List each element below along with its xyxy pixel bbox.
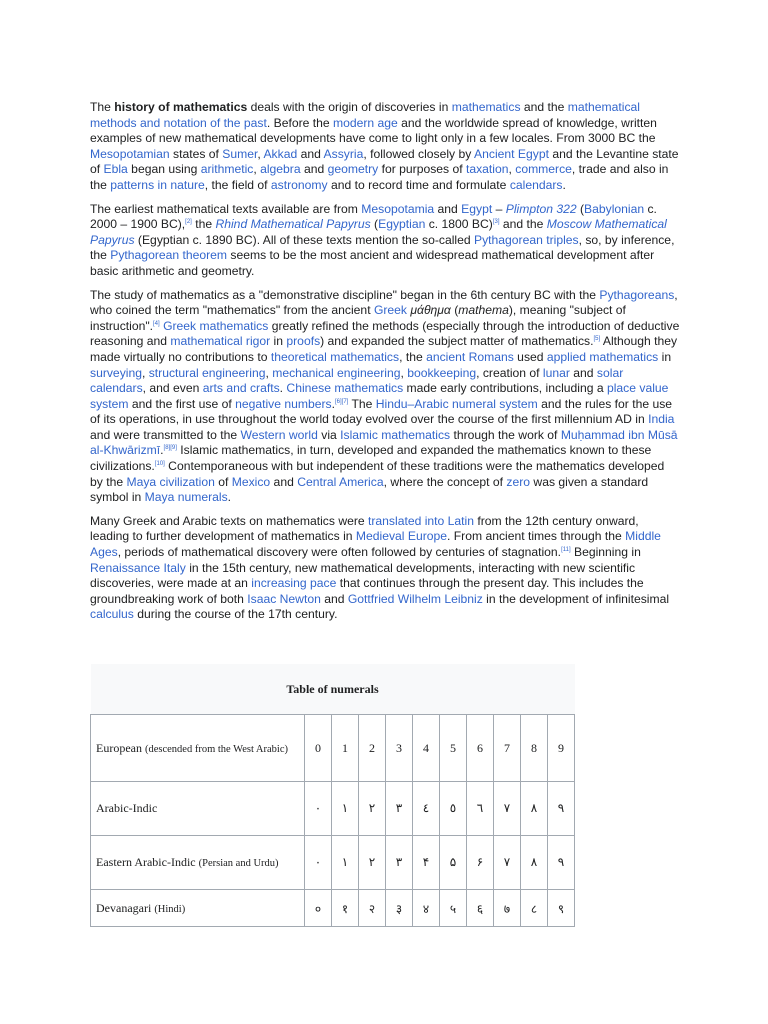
text-run: ( [370,217,379,232]
paragraph-demonstrative-discipline [90,288,680,506]
text-run: and [320,591,348,606]
numeral-cell: ७ [494,890,521,927]
table-row [91,836,575,890]
article-link[interactable]: patterns in nature [110,177,205,192]
text-run: the [191,217,216,232]
article-link[interactable]: algebra [260,162,301,177]
citation-ref[interactable]: [10] [154,461,165,468]
article-link[interactable]: Egyptian [378,217,426,232]
article-link[interactable]: mathematical methods and notation of the past [90,100,640,130]
numeral-cell: 1 [332,715,359,782]
article-link[interactable]: Plimpton 322 [505,201,577,216]
numeral-cell: 7 [494,715,521,782]
text-run: , where the concept of [383,474,507,489]
numeral-cell: ८ [521,890,548,927]
numeral-system-label [91,782,305,836]
text-run: , [141,365,149,380]
numeral-system-label [91,836,305,890]
numeral-cell: ۶ [467,836,494,890]
article-link[interactable]: Muḥammad ibn Mūsā al-Khwārizmī [90,427,678,458]
article-link[interactable]: India [648,412,675,427]
numeral-cell: ६ [467,890,494,927]
numeral-cell: 8 [521,715,548,782]
numeral-cell: ٠ [305,782,332,836]
citation-ref[interactable]: [6][7] [334,398,349,405]
article-link[interactable]: ancient Romans [426,349,514,364]
numeral-cell: ٢ [359,782,386,836]
numeral-cell: ۱ [332,836,359,890]
numeral-cell: 3 [386,715,413,782]
row-label: Devanagari [96,900,152,915]
article-link[interactable]: Egypt [461,201,493,216]
text-run: Although they made virtually no contributions to [90,334,678,364]
numeral-cell: ٨ [521,782,548,836]
numeral-cell: ۴ [413,836,440,890]
text-run: in the development of infinitesimal [482,591,670,606]
article-link[interactable]: translated into Latin [368,513,474,528]
numeral-cell: ٥ [440,782,467,836]
article-link[interactable]: Middle Ages [90,529,661,560]
numeral-cell: ۸ [521,836,548,890]
text-run: and the [520,100,568,114]
text-run: (Egyptian c. 1890 BC). All of these texts mention the so-called [134,232,474,247]
text-run: in [658,349,672,364]
text-run: – [492,201,506,216]
paragraph-latin-translations [90,514,680,623]
row-label: Eastern Arabic-Indic [96,855,196,869]
article-link[interactable]: Maya civilization [126,474,215,489]
article-link[interactable]: Medieval Europe [355,529,448,544]
article-link[interactable]: commerce [515,162,572,177]
text-run: . [160,443,164,458]
table-row [91,715,575,782]
text-run: , creation of [476,365,543,380]
article-link[interactable]: bookkeeping [407,365,477,380]
article-link[interactable]: Ebla [103,162,128,177]
paragraph-intro [90,100,680,194]
numeral-cell: १ [332,890,359,927]
text-run: c. 2000 – 1900 BC), [90,201,657,232]
article-link[interactable]: Pythagorean triples [474,232,579,247]
article-link[interactable]: theoretical mathematics [270,349,400,364]
text-run: through the work of [450,427,561,442]
text-run: during the course of the 17th century. [133,607,338,622]
text-run: and [434,201,462,216]
text-run: and were transmitted to the [90,427,241,442]
text-run: ), meaning "subject of instruction". [90,303,626,333]
text-run: and the rules for the use of its operations, in use throughout the world today evolved over the course of the first millennium AD in [90,396,673,427]
article-link[interactable]: Renaissance Italy [90,560,186,575]
text-run: ( [450,303,459,318]
numeral-cell: ۰ [305,836,332,890]
numeral-cell: ٧ [494,782,521,836]
numeral-system-label [91,890,305,927]
text-run: and the first use of [128,396,236,411]
article-link[interactable]: increasing pace [251,576,337,591]
numeral-cell: ۵ [440,836,467,890]
row-note: (Hindi) [154,903,186,915]
article-link[interactable]: Greek [373,303,407,318]
text-run: , [508,162,516,177]
text-run: in [270,334,287,349]
article-link[interactable]: calendars [509,177,563,192]
text-run: via [317,427,341,442]
numeral-cell: ۷ [494,836,521,890]
text-run: of [214,474,232,489]
article-body [90,100,680,631]
citation-ref[interactable]: [8][9] [163,445,177,452]
text-run: from the 12th century onward, leading to further development of mathematics in [90,513,639,544]
citation-ref[interactable]: [11] [561,546,571,553]
table-caption: Table of numerals [91,664,575,715]
table-row [91,782,575,836]
text-run: . Before the [266,115,333,130]
text-run: , the [399,349,427,364]
article-link[interactable]: Isaac Newton [247,591,321,606]
article-link[interactable]: mathematical rigor [170,334,271,349]
text-run: , the field of [204,177,271,192]
row-label: European [96,740,142,755]
article-link[interactable]: solar calendars [90,365,624,396]
text-run: ( [576,201,585,216]
text-run: , trade and also in the [90,162,669,192]
article-link[interactable]: negative numbers [235,396,332,411]
numeral-cell: ٣ [386,782,413,836]
text-run: . [279,381,287,396]
article-link[interactable]: zero [506,474,531,489]
text-run: , [265,365,273,380]
text-run: , periods of mathematical discovery were often followed by centuries of stagnation. [117,545,562,560]
text-run: Islamic mathematics, in turn, developed and expanded the mathematics known to these civilizations. [90,443,652,474]
text-run: and to record time and formulate [327,177,510,192]
article-link[interactable]: mathematics [451,100,521,114]
article-link[interactable]: Hindu–Arabic numeral system [375,396,538,411]
text-run: began using [127,162,201,177]
text-run: Beginning in [570,545,641,560]
article-link[interactable]: proofs [286,334,321,349]
article-link[interactable]: Mexico [231,474,271,489]
numeral-cell: ۳ [386,836,413,890]
numeral-cell: ۲ [359,836,386,890]
text-run: ) and expanded the subject matter of mathematics. [320,334,594,349]
article-link[interactable]: Ancient Egypt [474,146,549,161]
numeral-cell: ५ [440,890,467,927]
article-link[interactable]: Islamic mathematics [340,427,451,442]
row-note: (Persian and Urdu) [198,858,279,869]
text-run: , followed closely by [363,146,475,161]
text-run: c. 1800 BC) [425,217,493,232]
text-run: in the 15th century, new mathematical developments, interacting with new scientific discoveries, were made at an [90,560,636,591]
article-link[interactable]: Mesopotamian [90,146,170,161]
row-note: (descended from the West Arabic) [144,743,288,755]
citation-ref[interactable]: [2] [185,219,192,226]
article-link[interactable]: calculus [90,607,134,622]
text-run: greatly refined the methods (especially through the introduction of deductive reasoning and [90,318,680,349]
paragraph-earliest-texts [90,202,680,280]
text-run: was given a standard symbol in [90,474,649,505]
article-link[interactable]: geometry [327,162,379,177]
numeral-cell: ४ [413,890,440,927]
article-link[interactable]: structural engineering [148,365,266,380]
text-run: The study of mathematics as a "demonstrative discipline" began in the 6th century BC with the [90,287,600,302]
article-link[interactable]: surveying [90,365,142,380]
article-link[interactable]: Babylonian [584,201,645,216]
numeral-cell: 0 [305,715,332,782]
numeral-cell: 9 [548,715,575,782]
italic-term: μάθημα [410,303,451,318]
article-link[interactable]: astronomy [270,177,328,192]
article-link[interactable]: Central America [297,474,384,489]
text-run: . [331,396,335,411]
article-link[interactable]: arts and crafts [202,381,280,396]
row-label: Arabic-Indic [96,801,158,815]
article-link[interactable]: modern age [332,115,398,130]
article-link[interactable]: Sumer [222,146,258,161]
bold-term: history of mathematics [114,100,248,114]
numeral-cell: ٩ [548,782,575,836]
text-run: , and even [142,381,203,396]
text-run: and [270,474,298,489]
text-run: . [562,177,566,192]
article-link[interactable]: Assyria [323,146,364,161]
text-run: . From ancient times through the [447,529,626,544]
text-run: , [400,365,408,380]
article-link[interactable]: taxation [465,162,509,177]
text-run: and [297,146,324,161]
text-run: . [227,490,232,505]
text-run: Contemporaneous with but independent of these traditions were the mathematics developed by the [90,459,665,489]
article-link[interactable]: Pythagorean theorem [110,248,228,263]
numeral-cell: ٤ [413,782,440,836]
article-link[interactable]: Moscow Mathematical Papyrus [90,217,667,247]
text-run: states of [169,146,223,161]
text-run: The [348,396,376,411]
numeral-cell: ९ [548,890,575,927]
numerals-table [90,664,575,927]
text-run: used [513,349,547,364]
article-link[interactable]: applied mathematics [546,349,659,364]
article-link[interactable]: Mesopotamia [361,201,435,216]
text-run: and the worldwide spread of knowledge, written examples of new mathematical developments have come to light only in a few locales. From 3000 BC the [90,115,657,146]
text-run: , [253,162,261,177]
text-run: The earliest mathematical texts available are from [90,201,362,216]
text-run: for purposes of [378,162,466,177]
article-link[interactable]: Akkad [263,146,298,161]
article-link[interactable]: Rhind Mathematical Papyrus [215,217,371,232]
text-run: made early contributions, including a [403,381,607,396]
article-link[interactable]: Gottfried Wilhelm Leibniz [347,591,483,606]
article-link[interactable]: Chinese mathematics [286,381,404,396]
numeral-cell: 4 [413,715,440,782]
italic-term: mathema [458,303,509,318]
text-run: Many Greek and Arabic texts on mathematics were [90,513,369,528]
citation-ref[interactable]: [3] [492,219,500,226]
numeral-cell: 5 [440,715,467,782]
text-run: , so, by inference, the [90,232,675,263]
text-run: The [90,100,115,114]
article-link[interactable]: lunar [542,365,570,380]
table-caption-row [91,664,575,715]
text-run: and [569,365,597,380]
numeral-cell: 2 [359,715,386,782]
text-run: seems to be the most ancient and widespread mathematical development after basic arithmetic and geometry. [90,248,655,278]
numeral-cell: २ [359,890,386,927]
article-link[interactable]: Greek mathematics [163,318,269,333]
numeral-system-label [91,715,305,782]
text-run: and the [499,217,547,232]
article-link[interactable]: mechanical engineering [272,365,401,380]
citation-ref[interactable]: [4] [153,320,160,327]
text-run: and the Levantine state of [90,146,679,177]
citation-ref[interactable]: [5] [593,336,601,343]
text-run: , who coined the term "mathematics" from the ancient [90,287,678,318]
article-link[interactable]: Western world [240,427,318,442]
article-link[interactable]: arithmetic [200,162,254,177]
numeral-cell: ३ [386,890,413,927]
article-link[interactable]: Maya numerals [144,490,228,505]
numeral-cell: ० [305,890,332,927]
article-link[interactable]: place value system [90,381,669,411]
numeral-cell: ۹ [548,836,575,890]
article-link[interactable]: Pythagoreans [599,287,675,302]
text-run: , [257,146,264,161]
numeral-cell: 6 [467,715,494,782]
text-run: and [300,162,328,177]
text-run: deals with the origin of discoveries in [247,100,452,114]
numeral-cell: ١ [332,782,359,836]
text-run: that continues through the present day. This includes the groundbreaking work of both [90,576,644,606]
table-row [91,890,575,927]
numeral-cell: ٦ [467,782,494,836]
